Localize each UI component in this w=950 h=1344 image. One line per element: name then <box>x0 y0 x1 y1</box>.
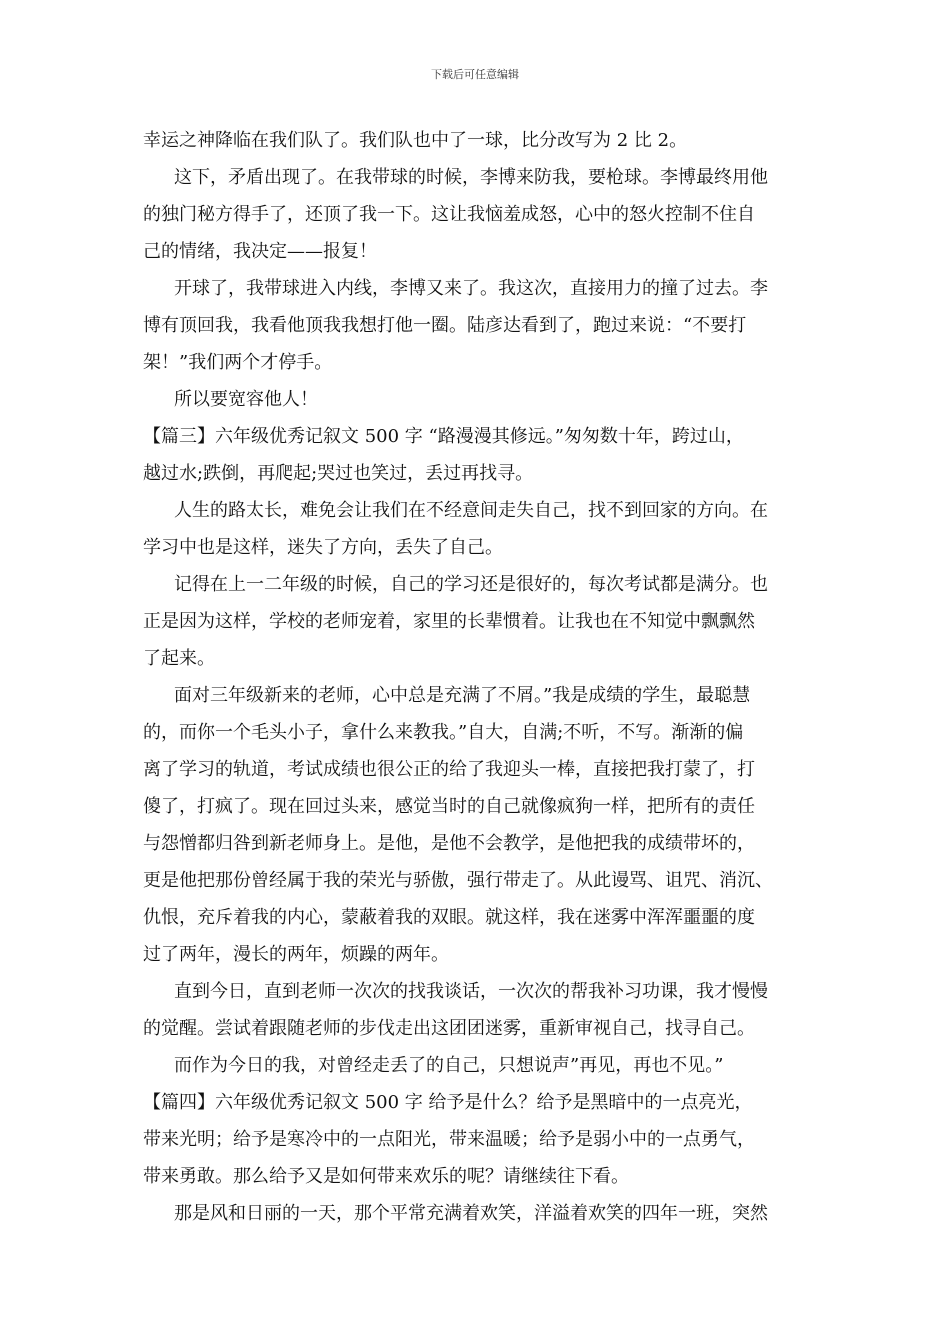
text-line: 带来光明；给予是寒冷中的一点阳光，带来温暖；给予是弱小中的一点勇气， <box>143 1129 755 1150</box>
page-header: 下载后可任意编辑 <box>431 68 519 81</box>
text-line: 【篇四】六年级优秀记叙文 500 字 给予是什么？给予是黑暗中的一点亮光， <box>143 1092 753 1113</box>
text-line: 的独门秘方得手了，还顶了我一下。这让我恼羞成怒，心中的怒火控制不住自 <box>143 204 755 225</box>
text-line: 面对三年级新来的老师，心中总是充满了不屑。”我是成绩的学生，最聪慧 <box>174 685 751 706</box>
text-line: 更是他把那份曾经属于我的荣光与骄傲，强行带走了。从此谩骂、诅咒、消沉、 <box>143 870 773 891</box>
text-line: 幸运之神降临在我们队了。我们队也中了一球，比分改写为 2 比 2。 <box>143 130 688 151</box>
text-line: 直到今日，直到老师一次次的找我谈话，一次次的帮我补习功课，我才慢慢 <box>174 981 768 1002</box>
text-line: 这下，矛盾出现了。在我带球的时候，李博来防我，要枪球。李博最终用他 <box>174 167 768 188</box>
text-line: 而作为今日的我，对曾经走丢了的自己，只想说声”再见，再也不见。” <box>174 1055 724 1076</box>
text-line: 带来勇敢。那么给予又是如何带来欢乐的呢？请继续往下看。 <box>143 1166 629 1187</box>
text-line: 的，而你一个毛头小子，拿什么来教我。”自大，自满;不听，不写。渐渐的偏 <box>143 722 744 743</box>
text-line: 所以要宽容他人！ <box>174 389 318 410</box>
text-line: 己的情绪，我决定——报复！ <box>143 241 377 262</box>
text-line: 仇恨，充斥着我的内心，蒙蔽着我的双眼。就这样，我在迷雾中浑浑噩噩的度 <box>143 907 755 928</box>
text-line: 人生的路太长，难免会让我们在不经意间走失自己，找不到回家的方向。在 <box>174 500 768 521</box>
text-line: 越过水;跌倒，再爬起;哭过也笑过，丢过再找寻。 <box>143 463 534 484</box>
text-line: 开球了，我带球进入内线，李博又来了。我这次，直接用力的撞了过去。李 <box>174 278 768 299</box>
text-line: 学习中也是这样，迷失了方向，丢失了自己。 <box>143 537 503 558</box>
text-line: 博有顶回我，我看他顶我我想打他一圈。陆彦达看到了，跑过来说：“不要打 <box>143 315 747 336</box>
text-line: 离了学习的轨道，考试成绩也很公正的给了我迎头一棒，直接把我打蒙了，打 <box>143 759 755 780</box>
text-line: 记得在上一二年级的时候，自己的学习还是很好的，每次考试都是满分。也 <box>174 574 768 595</box>
text-line: 那是风和日丽的一天，那个平常充满着欢笑，洋溢着欢笑的四年一班，突然 <box>174 1203 768 1224</box>
text-line: 过了两年，漫长的两年，烦躁的两年。 <box>143 944 449 965</box>
text-line: 与怨憎都归咎到新老师身上。是他，是他不会教学，是他把我的成绩带坏的， <box>143 833 755 854</box>
text-line: 正是因为这样，学校的老师宠着，家里的长辈惯着。让我也在不知觉中飘飘然 <box>143 611 755 632</box>
text-line: 架！”我们两个才停手。 <box>143 352 333 373</box>
text-line: 傻了，打疯了。现在回过头来，感觉当时的自己就像疯狗一样，把所有的责任 <box>143 796 755 817</box>
text-line: 【篇三】六年级优秀记叙文 500 字 “路漫漫其修远。”匆匆数十年，跨过山， <box>143 426 744 447</box>
document-body <box>143 122 843 1232</box>
text-line: 的觉醒。尝试着跟随老师的步伐走出这团团迷雾，重新审视自己，找寻自己。 <box>143 1018 755 1039</box>
text-line: 了起来。 <box>143 648 215 669</box>
